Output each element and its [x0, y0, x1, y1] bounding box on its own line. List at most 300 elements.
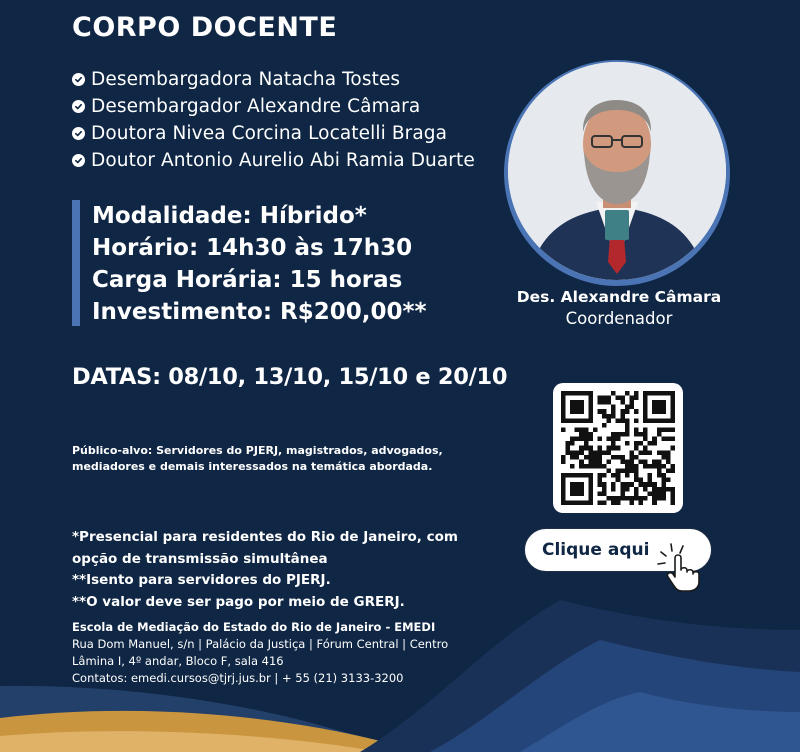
qr-module — [575, 405, 580, 410]
qr-module — [666, 455, 671, 460]
qr-module — [579, 437, 584, 442]
qr-module — [666, 469, 671, 474]
note-line: **O valor deve ser pago por meio de GRERJ. — [72, 593, 405, 610]
qr-module — [597, 437, 602, 442]
qr-module — [607, 400, 612, 405]
qr-module — [670, 437, 675, 442]
qr-module — [570, 455, 575, 460]
qr-module — [629, 455, 634, 460]
qr-module — [620, 432, 625, 437]
qr-module — [607, 450, 612, 455]
qr-module — [652, 491, 657, 496]
qr-module — [643, 418, 648, 423]
qr-module — [652, 441, 657, 446]
qr-module — [625, 427, 630, 432]
click-here-label: Clique aqui — [542, 540, 650, 560]
qr-module — [607, 414, 612, 419]
qr-module — [584, 441, 589, 446]
qr-module — [584, 418, 589, 423]
qr-module — [616, 455, 621, 460]
qr-module — [584, 427, 589, 432]
qr-module — [561, 400, 566, 405]
qr-module — [629, 450, 634, 455]
qr-module — [611, 437, 616, 442]
qr-module — [634, 464, 639, 469]
qr-module — [561, 396, 566, 401]
qr-module — [602, 482, 607, 487]
qr-module — [661, 487, 666, 492]
qr-module — [588, 432, 593, 437]
qr-module — [579, 500, 584, 505]
qr-module — [607, 446, 612, 451]
qr-module — [661, 455, 666, 460]
qr-module — [611, 391, 616, 396]
qr-module — [602, 400, 607, 405]
qr-module — [639, 450, 644, 455]
coordinator-photo — [508, 62, 726, 280]
qr-module — [616, 432, 621, 437]
qr-module — [597, 500, 602, 505]
qr-module — [579, 459, 584, 464]
qr-code-icon — [561, 391, 675, 505]
qr-module — [620, 418, 625, 423]
qr-module — [575, 491, 580, 496]
qr-module — [620, 491, 625, 496]
qr-module — [643, 459, 648, 464]
qr-module — [570, 487, 575, 492]
qr-module — [575, 409, 580, 414]
qr-module — [611, 487, 616, 492]
qr-module — [602, 487, 607, 492]
qr-module — [579, 473, 584, 478]
qr-module — [652, 500, 657, 505]
qr-module — [579, 491, 584, 496]
qr-module — [670, 418, 675, 423]
qr-module — [657, 469, 662, 474]
qr-module — [602, 396, 607, 401]
qr-module — [634, 469, 639, 474]
qr-module — [588, 437, 593, 442]
qr-module — [566, 500, 571, 505]
qr-module — [620, 459, 625, 464]
qr-module — [611, 432, 616, 437]
qr-module — [666, 391, 671, 396]
qr-module — [620, 496, 625, 501]
qr-module — [616, 396, 621, 401]
qr-module — [575, 437, 580, 442]
qr-module — [566, 473, 571, 478]
qr-module — [657, 391, 662, 396]
qr-module — [616, 473, 621, 478]
qr-module — [643, 405, 648, 410]
qr-module — [597, 409, 602, 414]
qr-module — [670, 427, 675, 432]
qr-module — [657, 405, 662, 410]
qr-module — [661, 418, 666, 423]
qr-module — [593, 455, 598, 460]
qr-module — [634, 441, 639, 446]
faculty-item — [72, 147, 475, 174]
faculty-item — [72, 66, 475, 93]
qr-module — [625, 391, 630, 396]
qr-module — [607, 437, 612, 442]
qr-module — [643, 437, 648, 442]
qr-module — [588, 414, 593, 419]
qr-module — [648, 391, 653, 396]
qr-module — [570, 400, 575, 405]
qr-module — [616, 469, 621, 474]
price-text: Investimento: R$200,00** — [92, 299, 427, 325]
qr-module — [575, 450, 580, 455]
qr-module — [570, 418, 575, 423]
qr-module — [643, 496, 648, 501]
qr-module — [575, 427, 580, 432]
qr-module — [648, 450, 653, 455]
qr-module — [570, 450, 575, 455]
qr-module — [607, 418, 612, 423]
coordinator-role: Coordenador — [565, 309, 673, 328]
qr-module — [611, 496, 616, 501]
qr-module — [643, 391, 648, 396]
qr-module — [579, 427, 584, 432]
qr-module — [639, 500, 644, 505]
qr-module — [584, 446, 589, 451]
qr-module — [634, 409, 639, 414]
qr-module — [625, 459, 630, 464]
qr-module — [643, 450, 648, 455]
qr-module — [566, 446, 571, 451]
qr-module — [561, 391, 566, 396]
qr-module — [575, 500, 580, 505]
qr-module — [616, 478, 621, 483]
qr-module — [570, 473, 575, 478]
qr-module — [588, 409, 593, 414]
qr-module — [661, 496, 666, 501]
qr-module — [629, 405, 634, 410]
qr-module — [588, 473, 593, 478]
school-name: Escola de Mediação do Estado do Rio de Janeiro - EMEDI — [72, 620, 436, 634]
qr-module — [611, 446, 616, 451]
qr-module — [570, 482, 575, 487]
qr-module — [629, 464, 634, 469]
qr-module — [661, 491, 666, 496]
qr-module — [670, 487, 675, 492]
qr-module — [634, 478, 639, 483]
qr-module — [570, 391, 575, 396]
qr-module — [670, 496, 675, 501]
qr-module — [670, 500, 675, 505]
qr-module — [607, 469, 612, 474]
qr-module — [597, 459, 602, 464]
qr-module — [657, 487, 662, 492]
qr-module — [611, 409, 616, 414]
qr-module — [625, 487, 630, 492]
faculty-list — [72, 66, 475, 174]
qr-module — [625, 482, 630, 487]
qr-module — [575, 400, 580, 405]
qr-module — [670, 409, 675, 414]
qr-module — [620, 482, 625, 487]
qr-module — [652, 437, 657, 442]
qr-module — [661, 478, 666, 483]
qr-module — [657, 400, 662, 405]
qr-module — [657, 409, 662, 414]
qr-module — [593, 459, 598, 464]
qr-module — [561, 487, 566, 492]
qr-module — [616, 418, 621, 423]
qr-module — [616, 496, 621, 501]
qr-module — [670, 446, 675, 451]
qr-module — [634, 391, 639, 396]
qr-module — [611, 405, 616, 410]
qr-module — [643, 400, 648, 405]
qr-module — [570, 491, 575, 496]
check-circle-icon — [72, 127, 85, 140]
qr-module — [611, 473, 616, 478]
qr-module — [561, 491, 566, 496]
qr-module — [661, 482, 666, 487]
footer — [72, 619, 512, 687]
dates-text: DATAS: 08/10, 13/10, 15/10 e 20/10 — [72, 364, 508, 390]
qr-module — [625, 441, 630, 446]
qr-module — [561, 478, 566, 483]
qr-module — [657, 450, 662, 455]
qr-module — [616, 500, 621, 505]
qr-module — [661, 437, 666, 442]
qr-module — [648, 491, 653, 496]
qr-module — [634, 496, 639, 501]
workload-text: Carga Horária: 15 horas — [92, 267, 403, 293]
qr-module — [661, 391, 666, 396]
qr-module — [588, 487, 593, 492]
qr-module — [588, 446, 593, 451]
qr-module — [648, 418, 653, 423]
qr-module — [629, 396, 634, 401]
qr-module — [579, 400, 584, 405]
qr-module — [561, 418, 566, 423]
qr-module — [666, 450, 671, 455]
qr-module — [670, 391, 675, 396]
qr-module — [634, 446, 639, 451]
qr-module — [648, 482, 653, 487]
qr-module — [597, 455, 602, 460]
qr-module — [643, 427, 648, 432]
qr-module — [648, 478, 653, 483]
qr-module — [566, 391, 571, 396]
qr-module — [634, 455, 639, 460]
qr-module — [648, 441, 653, 446]
qr-module — [602, 423, 607, 428]
faculty-name: Doutor Antonio Aurelio Abi Ramia Duarte — [91, 150, 475, 171]
qr-module — [661, 409, 666, 414]
qr-module — [634, 418, 639, 423]
qr-module — [616, 446, 621, 451]
qr-module — [561, 409, 566, 414]
qr-module — [657, 427, 662, 432]
qr-module — [588, 459, 593, 464]
note-line: opção de transmissão simultânea — [72, 550, 328, 567]
qr-module — [584, 432, 589, 437]
qr-module — [657, 418, 662, 423]
qr-module — [652, 482, 657, 487]
qr-module — [602, 491, 607, 496]
qr-module — [625, 405, 630, 410]
qr-module — [602, 409, 607, 414]
qr-module — [639, 482, 644, 487]
qr-module — [643, 487, 648, 492]
qr-module — [579, 450, 584, 455]
qr-module — [661, 427, 666, 432]
qr-module — [584, 464, 589, 469]
check-circle-icon — [72, 73, 85, 86]
qr-module — [593, 464, 598, 469]
qr-module — [566, 418, 571, 423]
qr-module — [625, 409, 630, 414]
qr-module — [584, 391, 589, 396]
qr-module — [620, 396, 625, 401]
qr-module — [611, 455, 616, 460]
qr-module — [561, 455, 566, 460]
qr-module — [634, 473, 639, 478]
qr-module — [561, 414, 566, 419]
qr-module — [620, 409, 625, 414]
qr-module — [634, 396, 639, 401]
qr-module — [579, 487, 584, 492]
qr-module — [602, 473, 607, 478]
qr-module — [643, 482, 648, 487]
qr-module — [629, 400, 634, 405]
qr-module — [561, 482, 566, 487]
qr-module — [593, 427, 598, 432]
qr-module — [652, 459, 657, 464]
qr-module — [648, 473, 653, 478]
qr-module — [570, 405, 575, 410]
qr-module — [620, 487, 625, 492]
qr-code[interactable] — [553, 383, 683, 513]
qr-module — [588, 464, 593, 469]
qr-module — [597, 473, 602, 478]
qr-module — [666, 427, 671, 432]
qr-module — [588, 500, 593, 505]
qr-module — [661, 473, 666, 478]
qr-module — [666, 437, 671, 442]
qr-module — [579, 464, 584, 469]
qr-module — [657, 491, 662, 496]
qr-module — [584, 437, 589, 442]
qr-module — [597, 446, 602, 451]
qr-module — [625, 464, 630, 469]
qr-module — [588, 482, 593, 487]
qr-module — [561, 405, 566, 410]
qr-module — [597, 450, 602, 455]
qr-module — [625, 432, 630, 437]
qr-module — [620, 414, 625, 419]
qr-module — [579, 482, 584, 487]
qr-module — [648, 464, 653, 469]
qr-module — [588, 491, 593, 496]
qr-module — [579, 432, 584, 437]
qr-module — [670, 405, 675, 410]
qr-module — [666, 459, 671, 464]
note-line: *Presencial para residentes do Rio de Janeiro, com — [72, 529, 458, 545]
qr-module — [575, 391, 580, 396]
qr-module — [652, 496, 657, 501]
qr-module — [661, 464, 666, 469]
qr-module — [588, 455, 593, 460]
hand-pointer-icon — [655, 542, 711, 592]
qr-module — [588, 450, 593, 455]
qr-module — [625, 469, 630, 474]
qr-module — [620, 455, 625, 460]
qr-module — [657, 496, 662, 501]
qr-module — [597, 400, 602, 405]
qr-module — [639, 496, 644, 501]
qr-module — [575, 482, 580, 487]
qr-module — [643, 414, 648, 419]
faculty-name: Desembargador Alexandre Câmara — [91, 96, 421, 117]
qr-module — [639, 459, 644, 464]
qr-module — [570, 464, 575, 469]
qr-module — [588, 478, 593, 483]
qr-module — [588, 396, 593, 401]
qr-module — [625, 418, 630, 423]
qr-module — [575, 418, 580, 423]
qr-module — [652, 400, 657, 405]
qr-module — [652, 391, 657, 396]
qr-module — [570, 437, 575, 442]
qr-module — [666, 487, 671, 492]
qr-module — [652, 405, 657, 410]
qr-module — [570, 409, 575, 414]
modality-text: Modalidade: Híbrido* — [92, 203, 367, 229]
qr-module — [597, 482, 602, 487]
qr-module — [611, 441, 616, 446]
qr-module — [566, 450, 571, 455]
qr-module — [561, 427, 566, 432]
qr-module — [629, 496, 634, 501]
qr-module — [666, 478, 671, 483]
qr-module — [597, 396, 602, 401]
qr-module — [666, 418, 671, 423]
qr-module — [639, 441, 644, 446]
qr-module — [634, 432, 639, 437]
qr-module — [643, 396, 648, 401]
qr-module — [607, 459, 612, 464]
qr-module — [611, 482, 616, 487]
qr-module — [579, 446, 584, 451]
qr-module — [661, 405, 666, 410]
qr-module — [607, 496, 612, 501]
coordinator-name: Des. Alexandre Câmara — [516, 288, 722, 306]
qr-module — [625, 473, 630, 478]
qr-module — [670, 396, 675, 401]
qr-module — [579, 405, 584, 410]
qr-module — [670, 491, 675, 496]
qr-module — [639, 432, 644, 437]
qr-module — [575, 473, 580, 478]
qr-module — [670, 414, 675, 419]
faculty-item — [72, 93, 475, 120]
address-line: Rua Dom Manuel, s/n | Palácio da Justiça | Fórum Central | Centro — [72, 637, 449, 651]
address-line: Lâmina I, 4º andar, Bloco F, sala 416 — [72, 654, 284, 668]
qr-module — [588, 496, 593, 501]
qr-module — [670, 469, 675, 474]
schedule-text: Horário: 14h30 às 17h30 — [92, 235, 413, 261]
qr-module — [639, 478, 644, 483]
note-line: **Isento para servidores do PJERJ. — [72, 572, 331, 588]
qr-module — [584, 455, 589, 460]
qr-module — [634, 487, 639, 492]
